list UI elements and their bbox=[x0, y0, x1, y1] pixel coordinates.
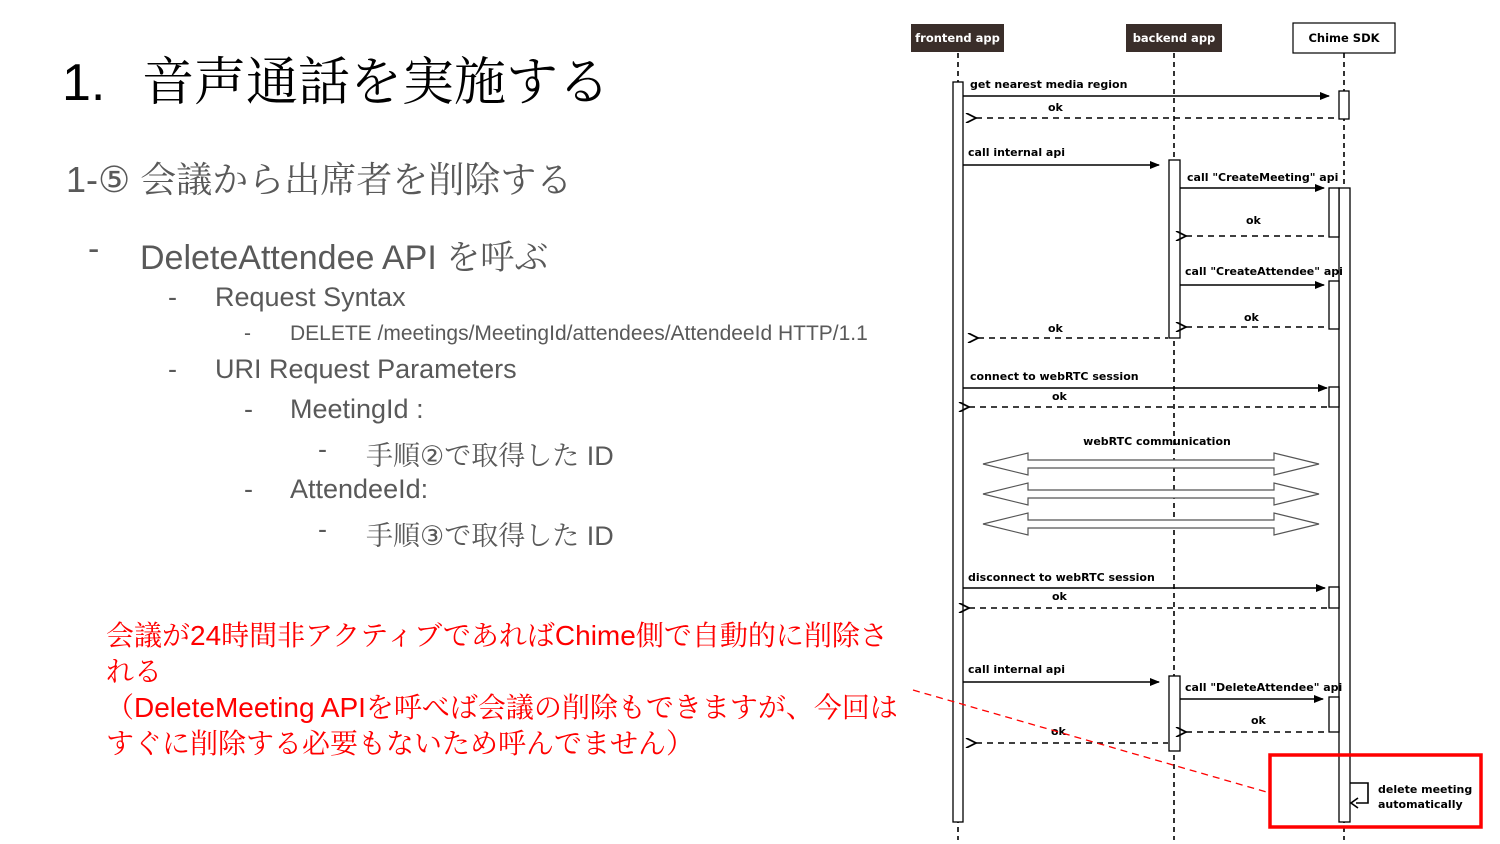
activation-chime-5 bbox=[1329, 587, 1339, 608]
activation-chime-main bbox=[1339, 188, 1350, 822]
msg-label: call "CreateMeeting" api bbox=[1187, 171, 1339, 184]
self-call-arrow bbox=[1350, 783, 1368, 803]
actor-chime bbox=[1293, 23, 1395, 53]
return-label: ok bbox=[1052, 590, 1067, 603]
return-label: ok bbox=[1048, 322, 1063, 335]
bullet-meeting-id: MeetingId : bbox=[290, 394, 424, 424]
msg-label: disconnect to webRTC session bbox=[968, 571, 1155, 584]
bullet-dash: - bbox=[318, 434, 327, 464]
actor-backend bbox=[1126, 24, 1222, 52]
msg-label: call "CreateAttendee" api bbox=[1185, 265, 1343, 278]
bullet-meeting-id-desc: 手順②で取得した ID bbox=[366, 441, 614, 471]
bullet-dash: - bbox=[88, 230, 100, 268]
bullet-dash: - bbox=[244, 322, 251, 345]
auto-delete-label-2: automatically bbox=[1378, 798, 1463, 811]
bullet-dash: - bbox=[168, 354, 177, 384]
msg-label: get nearest media region bbox=[970, 78, 1128, 91]
activation-chime-1 bbox=[1339, 91, 1349, 119]
msg-label: call internal api bbox=[968, 146, 1065, 159]
bullet-attendee-id-desc: 手順③で取得した ID bbox=[366, 521, 614, 551]
note-line-2: （DeleteMeeting APIを呼べば会議の削除もできますが、今回はすぐに削除する必要もないため呼んでません） bbox=[106, 692, 898, 759]
return-label: ok bbox=[1052, 390, 1067, 403]
bullet-request-line: DELETE /meetings/MeetingId/attendees/AttendeeId HTTP/1.1 bbox=[290, 322, 868, 345]
title-text: 音声通話を実施する bbox=[142, 54, 611, 112]
msg-label: connect to webRTC session bbox=[970, 370, 1139, 383]
msg-label: call internal api bbox=[968, 663, 1065, 676]
activation-chime-4 bbox=[1329, 387, 1339, 407]
slide-subtitle: 1-⑤ 会議から出席者を削除する bbox=[66, 159, 573, 200]
actor-backend-label: backend app bbox=[1132, 31, 1216, 45]
title-number: 1. bbox=[62, 54, 106, 112]
bullet-uri-params: URI Request Parameters bbox=[215, 354, 517, 384]
return-label: ok bbox=[1246, 214, 1261, 227]
return-label: ok bbox=[1251, 714, 1266, 727]
bullet-dash: - bbox=[318, 514, 327, 544]
bullet-dash: - bbox=[244, 394, 253, 424]
bullet-request-syntax: Request Syntax bbox=[215, 282, 406, 312]
webrtc-arrow bbox=[983, 453, 1319, 475]
bullet-dash: - bbox=[244, 474, 253, 504]
activation-frontend bbox=[953, 82, 963, 822]
activation-chime-2 bbox=[1329, 188, 1339, 237]
return-label: ok bbox=[1048, 101, 1063, 114]
activation-backend-2 bbox=[1169, 676, 1180, 751]
webrtc-arrow bbox=[983, 483, 1319, 505]
note-connector bbox=[913, 690, 1270, 793]
bullet-main: DeleteAttendee API を呼ぶ bbox=[140, 239, 549, 277]
webrtc-arrow bbox=[983, 513, 1319, 535]
return-label: ok bbox=[1051, 725, 1066, 738]
actor-frontend bbox=[911, 24, 1004, 52]
return-label: ok bbox=[1244, 311, 1259, 324]
activation-chime-3 bbox=[1329, 281, 1339, 329]
auto-delete-label-1: delete meeting bbox=[1378, 783, 1473, 796]
actor-frontend-label: frontend app bbox=[915, 31, 1000, 45]
actor-chime-label: Chime SDK bbox=[1308, 31, 1380, 45]
msg-label: call "DeleteAttendee" api bbox=[1185, 681, 1343, 694]
activation-backend-1 bbox=[1169, 160, 1180, 338]
bullet-dash: - bbox=[168, 282, 177, 312]
bullet-attendee-id: AttendeeId: bbox=[290, 474, 429, 504]
webrtc-label: webRTC communication bbox=[1083, 435, 1231, 448]
note-line-1: 会議が24時間非アクティブであればChime側で自動的に削除される bbox=[106, 620, 888, 687]
activation-chime-6 bbox=[1329, 697, 1339, 732]
